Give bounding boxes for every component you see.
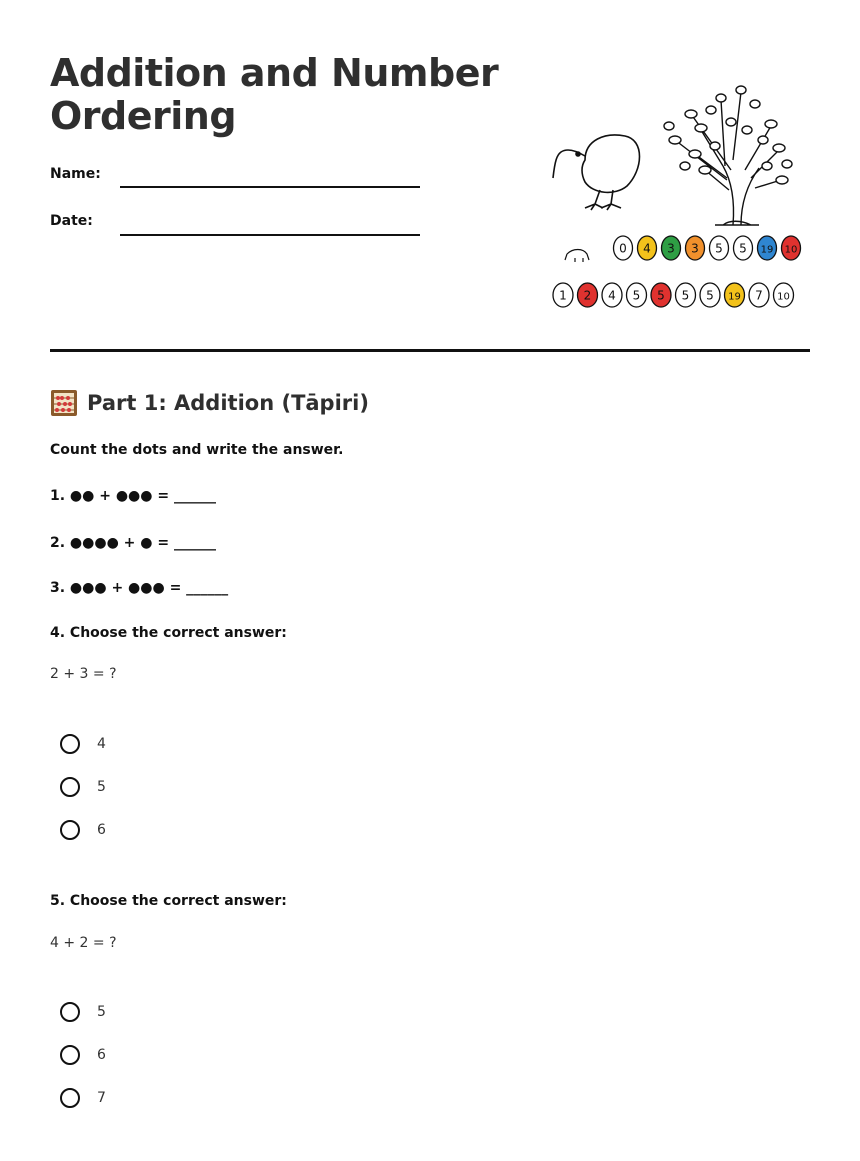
number-egg-label: 5 <box>715 241 723 256</box>
divider <box>50 349 810 352</box>
option-label: 4 <box>97 736 106 752</box>
question-3: 3. ●●● + ●●● = ______ <box>50 580 229 596</box>
instruction-text: Count the dots and write the answer. <box>50 442 344 458</box>
number-egg-label: 5 <box>632 288 641 303</box>
name-label: Name: <box>50 166 101 182</box>
q4-option-3[interactable] <box>60 818 106 842</box>
option-label: 7 <box>97 1090 106 1106</box>
q4-option-1[interactable] <box>60 732 106 756</box>
date-field[interactable] <box>120 234 420 236</box>
q4-option-2[interactable] <box>60 775 106 799</box>
radio-button[interactable] <box>60 1045 80 1065</box>
question-4-label: 4. Choose the correct answer: <box>50 625 287 641</box>
kiwi-bird-icon <box>553 135 640 210</box>
egg-row-2 <box>553 283 794 307</box>
number-egg-label: 2 <box>583 288 592 303</box>
number-egg-label: 7 <box>755 288 763 303</box>
date-label: Date: <box>50 213 93 229</box>
radio-button[interactable] <box>60 820 80 840</box>
question-4-expression: 2 + 3 = ? <box>50 666 117 682</box>
number-egg-label: 5 <box>657 288 665 303</box>
option-label: 5 <box>97 779 106 795</box>
kiwi-tree-illustration <box>545 70 815 320</box>
number-egg-label: 3 <box>691 241 699 256</box>
number-egg-label: 10 <box>777 291 790 303</box>
q5-option-3[interactable] <box>60 1086 106 1110</box>
number-egg-label: 4 <box>608 288 616 303</box>
number-egg-label: 1 <box>559 288 567 303</box>
radio-button[interactable] <box>60 1002 80 1022</box>
small-animal-icon <box>565 250 589 263</box>
worksheet-title: Addition and Number Ordering <box>50 51 499 138</box>
question-5-expression: 4 + 2 = ? <box>50 935 117 951</box>
radio-button[interactable] <box>60 1088 80 1108</box>
egg-row-1 <box>614 236 801 260</box>
number-egg-label: 10 <box>784 244 798 256</box>
option-label: 6 <box>97 1047 106 1063</box>
number-egg-label: 5 <box>706 288 714 303</box>
number-egg-label: 5 <box>739 241 747 256</box>
number-egg-label: 5 <box>681 288 690 303</box>
number-egg-label: 0 <box>619 241 627 256</box>
radio-button[interactable] <box>60 777 80 797</box>
option-label: 6 <box>97 822 106 838</box>
section-heading <box>50 389 369 417</box>
number-egg-label: 3 <box>667 241 675 256</box>
q5-option-2[interactable] <box>60 1043 106 1067</box>
section-heading-text: Part 1: Addition (Tāpiri) <box>87 391 369 415</box>
option-label: 5 <box>97 1004 106 1020</box>
radio-button[interactable] <box>60 734 80 754</box>
number-egg-label: 19 <box>760 244 774 256</box>
abacus-icon <box>50 389 78 417</box>
question-2: 2. ●●●● + ● = ______ <box>50 535 216 551</box>
number-egg-label: 19 <box>728 291 741 303</box>
question-5-label: 5. Choose the correct answer: <box>50 893 287 909</box>
question-1: 1. ●● + ●●● = ______ <box>50 488 216 504</box>
name-field[interactable] <box>120 186 420 188</box>
tree-icon <box>664 86 792 225</box>
q5-option-1[interactable] <box>60 1000 106 1024</box>
number-egg-label: 4 <box>643 241 651 256</box>
